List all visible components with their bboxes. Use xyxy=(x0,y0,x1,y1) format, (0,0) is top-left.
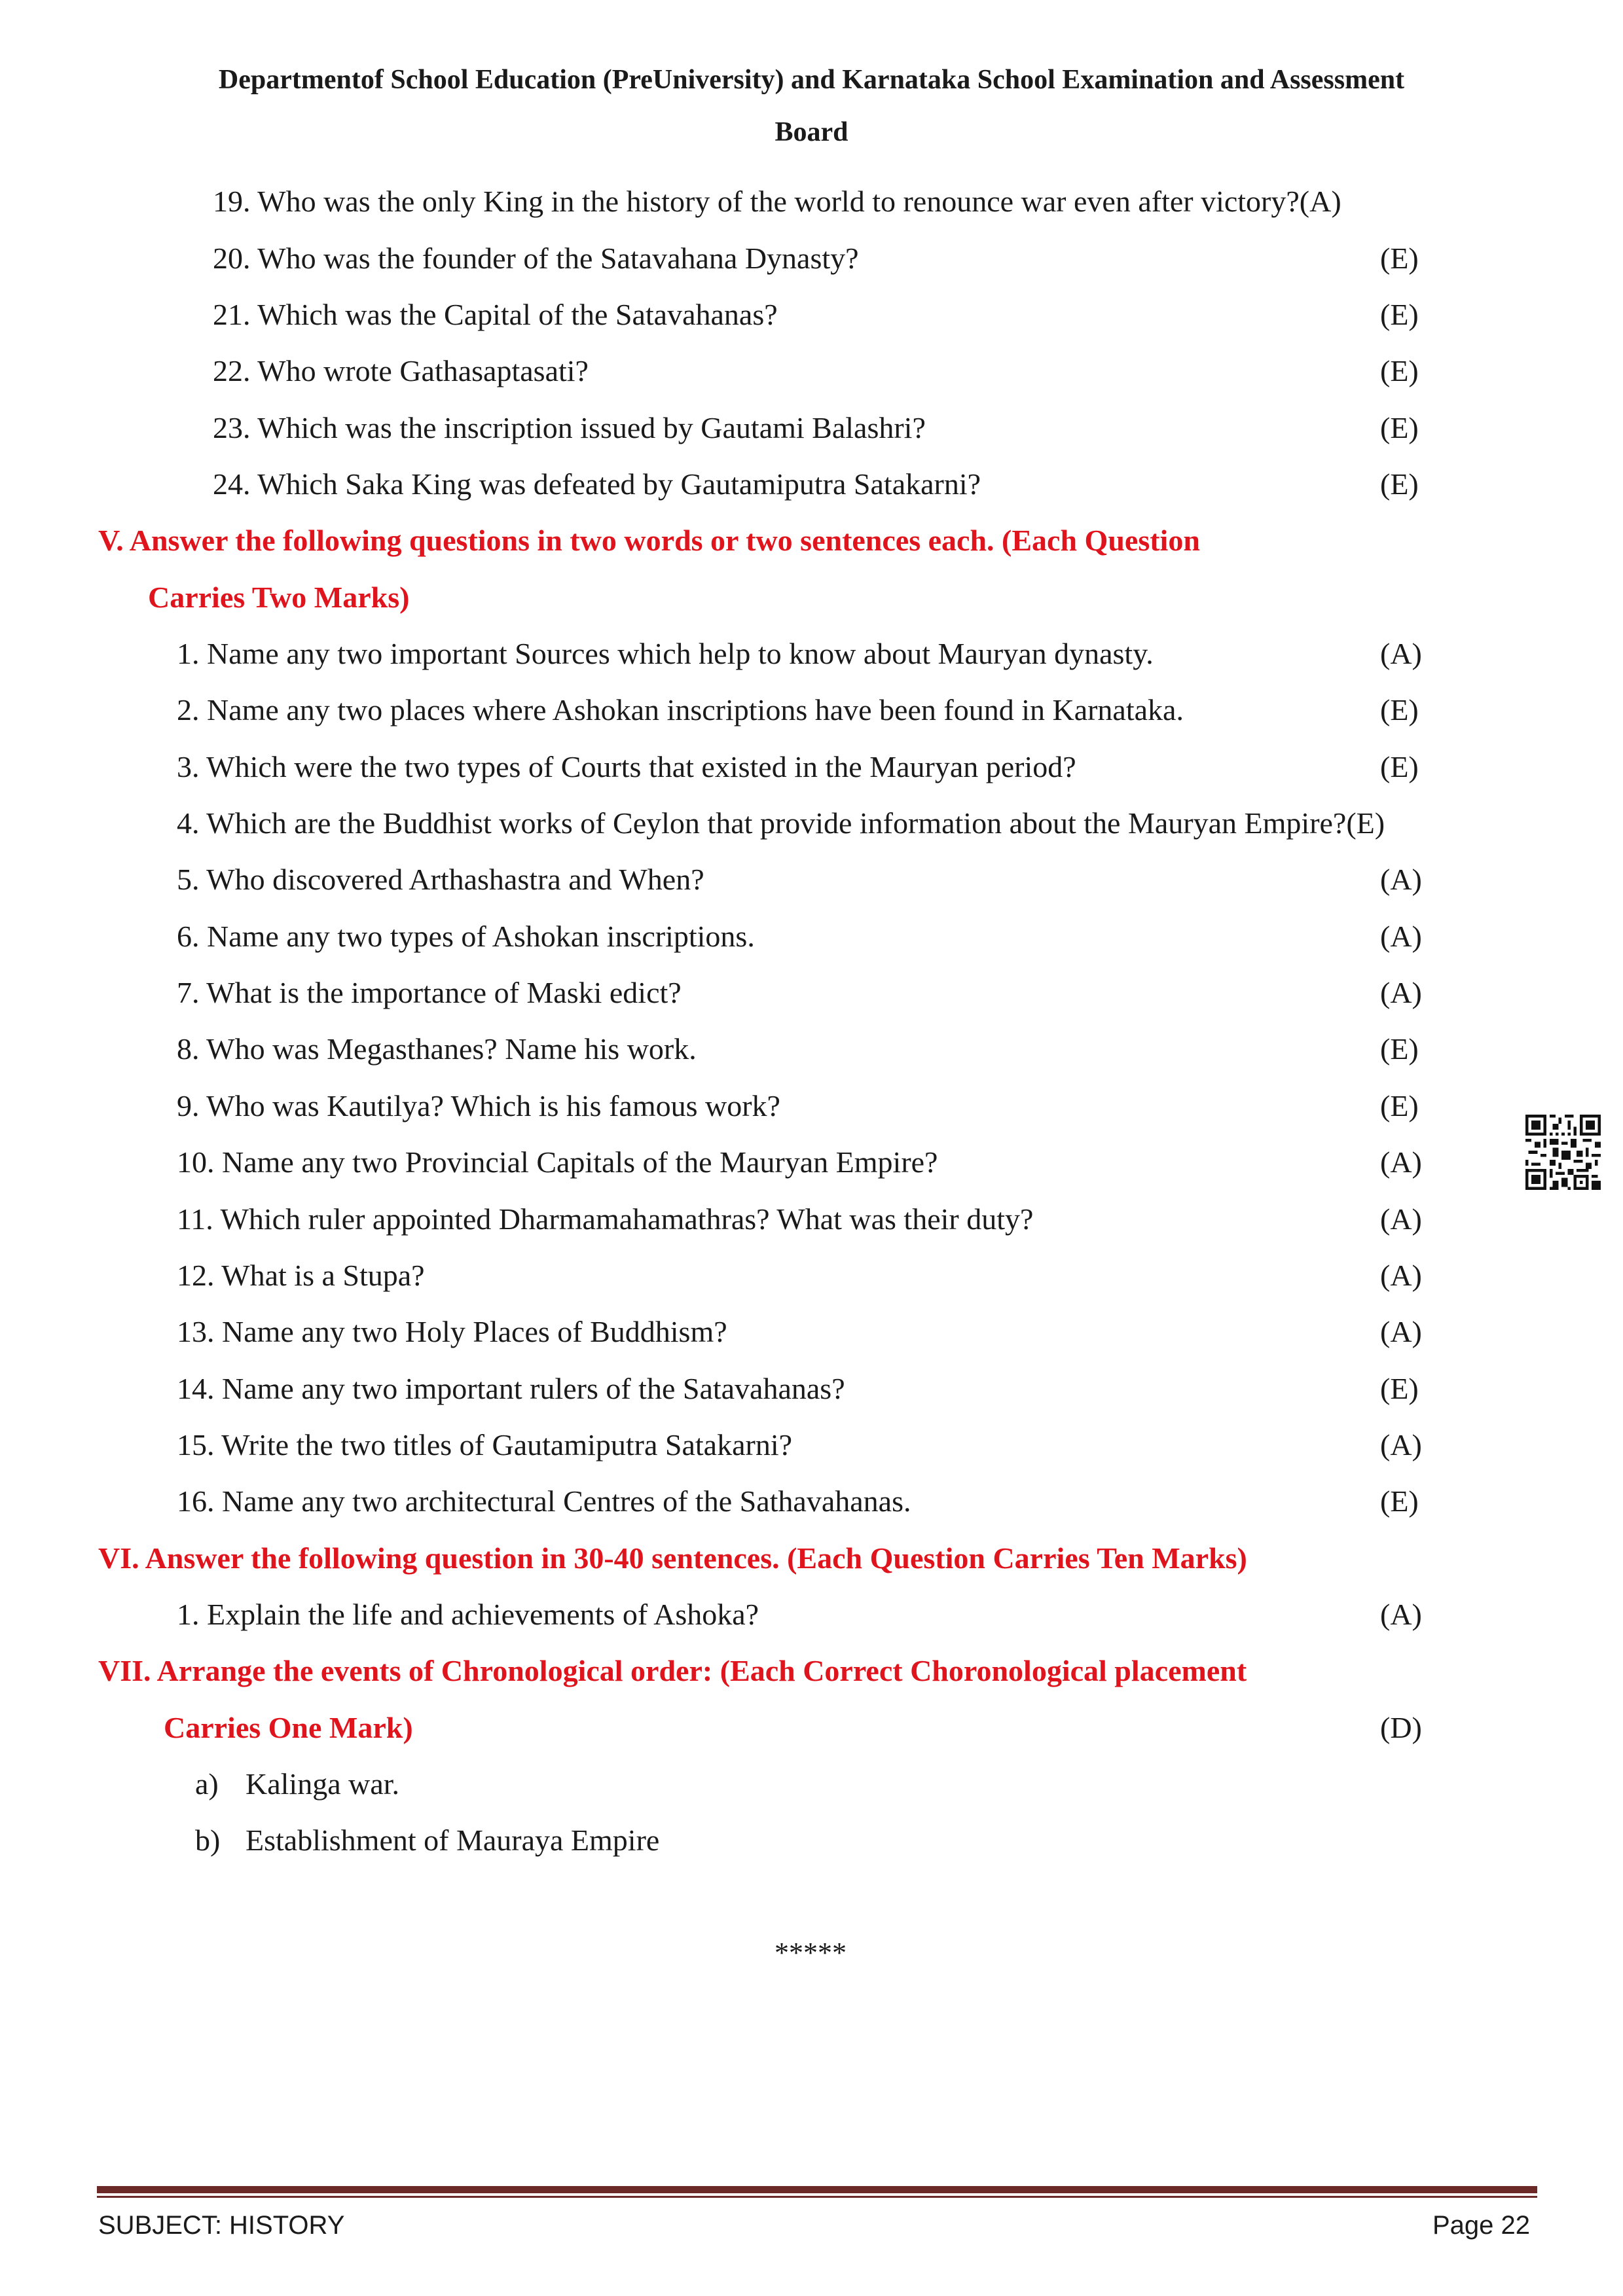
footer-subject: SUBJECT: HISTORY xyxy=(98,2211,345,2240)
section-v-heading-cont: Carries Two Marks) xyxy=(148,581,410,614)
question-item: 9. Who was Kautilya? Which is his famous work? xyxy=(177,1089,780,1122)
question-mark-tag: (E) xyxy=(1380,467,1419,501)
question-item: 10. Name any two Provincial Capitals of the Mauryan Empire? xyxy=(177,1145,938,1179)
question-item: 13. Name any two Holy Places of Buddhism? xyxy=(177,1315,727,1348)
question-mark-tag: (D) xyxy=(1380,1711,1422,1744)
question-item: 21. Which was the Capital of the Satavahanas? xyxy=(213,298,778,331)
header-line-1: Departmentof School Education (PreUniversity) and Karnataka School Examination and Assessment xyxy=(218,65,1405,95)
question-mark-tag: (A) xyxy=(1380,1428,1422,1462)
footer-divider xyxy=(97,2186,1537,2193)
section-vii-heading-cont: Carries One Mark) xyxy=(164,1711,413,1744)
question-item: 15. Write the two titles of Gautamiputra Satakarni? xyxy=(177,1428,793,1462)
question-item: 2. Name any two places where Ashokan inscriptions have been found in Karnataka. xyxy=(177,693,1184,726)
question-mark-tag: (A) xyxy=(1380,637,1422,670)
list-item: Establishment of Mauraya Empire xyxy=(246,1823,660,1857)
question-mark-tag: (E) xyxy=(1380,1089,1419,1122)
question-item: 1. Explain the life and achievements of Ashoka? xyxy=(177,1598,759,1631)
question-mark-tag: (E) xyxy=(1380,1032,1419,1066)
list-item-label: b) xyxy=(195,1823,221,1857)
question-mark-tag: (E) xyxy=(1380,411,1419,444)
footer-page-number: Page 22 xyxy=(1432,2211,1531,2240)
section-vii-heading: VII. Arrange the events of Chronological order: (Each Correct Choronological placement xyxy=(98,1654,1247,1687)
question-mark-tag: (E) xyxy=(1380,1372,1419,1405)
question-mark-tag: (E) xyxy=(1380,693,1419,726)
question-item: 12. What is a Stupa? xyxy=(177,1259,425,1292)
question-item: 23. Which was the inscription issued by Gautami Balashri? xyxy=(213,411,926,444)
question-item: 4. Which are the Buddhist works of Ceylon that provide information about the Mauryan Empire?(E) xyxy=(177,806,1385,840)
question-item: 11. Which ruler appointed Dharmamahamathras? What was their duty? xyxy=(177,1202,1034,1236)
question-mark-tag: (E) xyxy=(1380,1484,1419,1518)
question-item: 8. Who was Megasthanes? Name his work. xyxy=(177,1032,697,1066)
question-item: 20. Who was the founder of the Satavahana Dynasty? xyxy=(213,242,859,275)
question-mark-tag: (E) xyxy=(1380,354,1419,387)
question-mark-tag: (E) xyxy=(1380,242,1419,275)
list-item: Kalinga war. xyxy=(246,1767,400,1801)
question-item: 6. Name any two types of Ashokan inscriptions. xyxy=(177,920,755,953)
question-item: 19. Who was the only King in the history of the world to renounce war even after victory?(A) xyxy=(213,185,1341,218)
question-mark-tag: (A) xyxy=(1380,863,1422,896)
question-item: 16. Name any two architectural Centres of the Sathavahanas. xyxy=(177,1484,911,1518)
question-item: 24. Which Saka King was defeated by Gautamiputra Satakarni? xyxy=(213,467,981,501)
question-mark-tag: (A) xyxy=(1380,1315,1422,1348)
question-mark-tag: (E) xyxy=(1380,298,1419,331)
list-item-label: a) xyxy=(195,1767,219,1801)
footer-divider-thin xyxy=(97,2196,1537,2198)
question-mark-tag: (A) xyxy=(1380,1145,1422,1179)
question-mark-tag: (E) xyxy=(1380,750,1419,783)
question-mark-tag: (A) xyxy=(1380,976,1422,1009)
question-item: 5. Who discovered Arthashastra and When? xyxy=(177,863,704,896)
section-v-heading: V. Answer the following questions in two words or two sentences each. (Each Question xyxy=(98,524,1200,557)
question-mark-tag: (A) xyxy=(1380,920,1422,953)
question-mark-tag: (A) xyxy=(1380,1598,1422,1631)
question-item: 3. Which were the two types of Courts that existed in the Mauryan period? xyxy=(177,750,1076,783)
question-item: 7. What is the importance of Maski edict? xyxy=(177,976,682,1009)
question-item: 22. Who wrote Gathasaptasati? xyxy=(213,354,589,387)
section-vi-heading: VI. Answer the following question in 30-40 sentences. (Each Question Carries Ten Marks) xyxy=(98,1541,1247,1575)
question-mark-tag: (A) xyxy=(1380,1259,1422,1292)
qr-code-icon xyxy=(1525,1115,1601,1190)
question-mark-tag: (A) xyxy=(1380,1202,1422,1236)
question-item: 1. Name any two important Sources which help to know about Mauryan dynasty. xyxy=(177,637,1154,670)
question-item: 14. Name any two important rulers of the Satavahanas? xyxy=(177,1372,845,1405)
end-marker: ***** xyxy=(775,1937,847,1969)
header-line-2: Board xyxy=(775,117,848,147)
